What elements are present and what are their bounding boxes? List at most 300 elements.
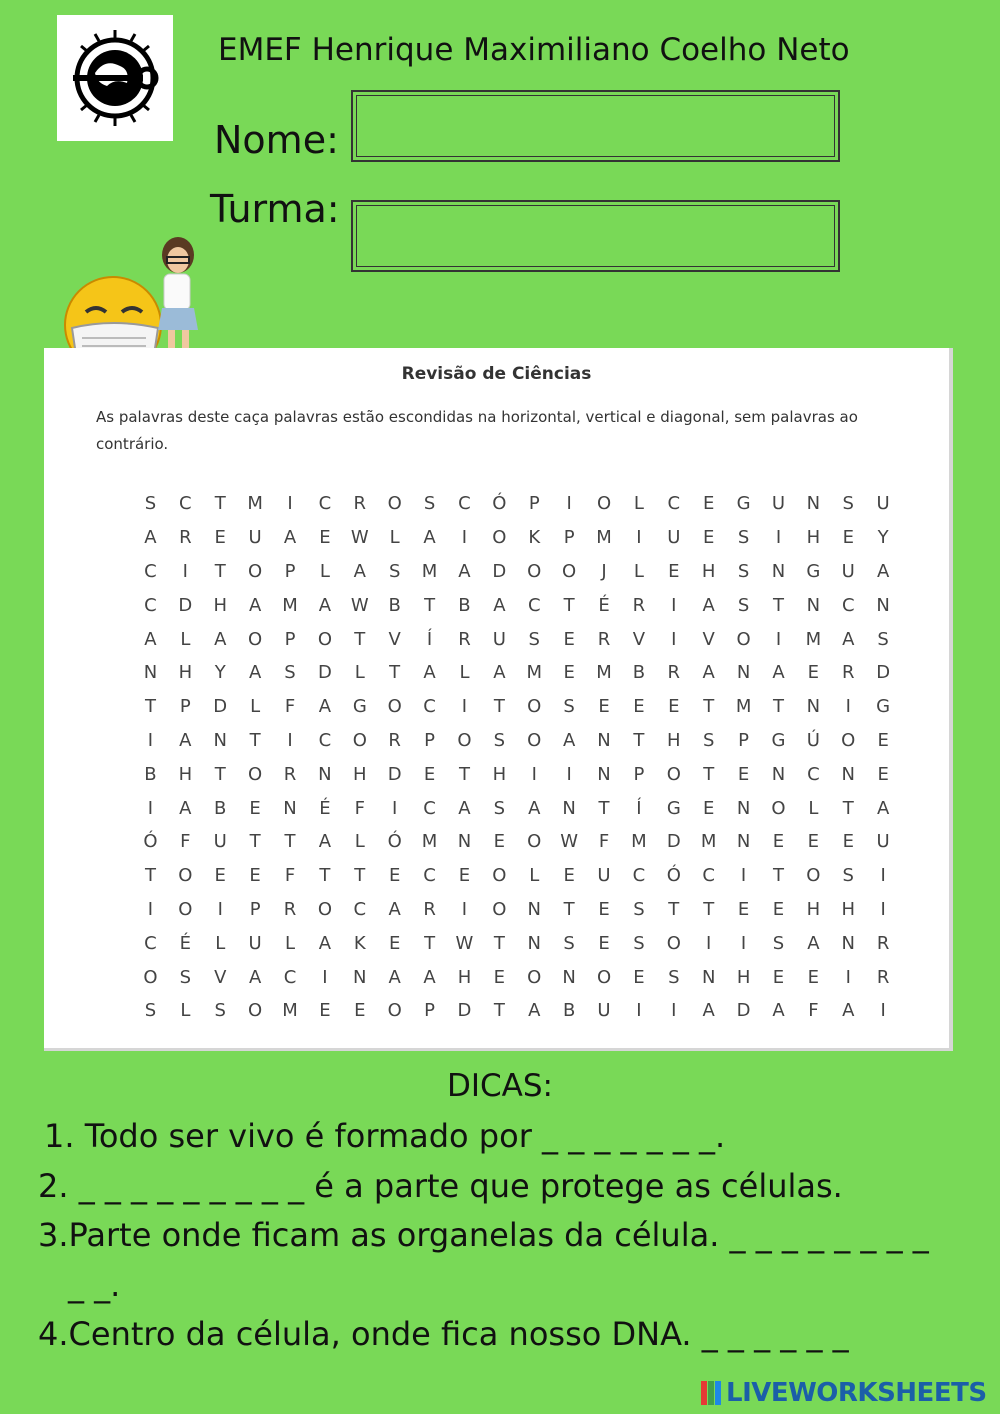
grid-letter[interactable]: S — [179, 966, 192, 988]
grid-letter[interactable]: E — [633, 966, 645, 988]
grid-letter[interactable]: E — [319, 527, 331, 549]
grid-letter[interactable]: T — [144, 865, 156, 887]
grid-letter[interactable]: T — [668, 898, 680, 920]
grid-letter[interactable]: O — [771, 797, 786, 819]
grid-letter[interactable]: A — [318, 932, 332, 954]
grid-letter[interactable]: T — [214, 560, 226, 582]
grid-letter[interactable]: C — [423, 865, 436, 887]
grid-letter[interactable]: R — [876, 932, 890, 954]
grid-letter[interactable]: M — [631, 831, 647, 853]
grid-letter[interactable]: O — [317, 628, 332, 650]
grid-letter[interactable]: N — [806, 493, 821, 515]
grid-letter[interactable]: A — [842, 1000, 855, 1022]
letter-grid[interactable] — [133, 487, 901, 1028]
grid-letter[interactable]: G — [771, 729, 786, 751]
grid-letter[interactable]: A — [248, 966, 262, 988]
grid-letter[interactable]: O — [492, 898, 507, 920]
grid-letter[interactable]: O — [248, 1000, 263, 1022]
grid-letter[interactable]: L — [389, 527, 400, 549]
grid-letter[interactable]: S — [633, 932, 645, 954]
grid-letter[interactable]: B — [144, 763, 157, 785]
grid-letter[interactable]: T — [319, 865, 331, 887]
grid-letter[interactable]: C — [667, 493, 681, 515]
grid-letter[interactable]: O — [457, 729, 472, 751]
grid-letter[interactable]: A — [144, 527, 157, 549]
grid-letter[interactable]: E — [703, 797, 715, 819]
grid-letter[interactable]: S — [423, 493, 436, 515]
grid-letter[interactable]: N — [143, 662, 158, 684]
grid-letter[interactable]: E — [842, 527, 854, 549]
grid-letter[interactable]: E — [807, 662, 820, 684]
grid-letter[interactable]: T — [703, 763, 715, 785]
grid-letter[interactable]: A — [772, 1000, 785, 1022]
grid-letter[interactable]: A — [493, 662, 506, 684]
grid-letter[interactable]: H — [178, 763, 193, 785]
grid-letter[interactable]: L — [319, 560, 330, 582]
grid-letter[interactable]: L — [354, 662, 365, 684]
grid-letter[interactable]: S — [842, 865, 854, 887]
grid-letter[interactable]: H — [457, 966, 472, 988]
grid-letter[interactable]: P — [284, 560, 296, 582]
grid-letter[interactable]: A — [876, 797, 890, 819]
grid-letter[interactable]: R — [283, 898, 297, 920]
grid-letter[interactable]: A — [388, 966, 401, 988]
grid-letter[interactable]: R — [458, 628, 471, 650]
grid-letter[interactable]: B — [388, 594, 401, 616]
grid-letter[interactable]: A — [876, 560, 890, 582]
grid-letter[interactable]: E — [563, 628, 575, 650]
grid-letter[interactable]: L — [180, 628, 191, 650]
grid-letter[interactable]: A — [458, 797, 471, 819]
grid-letter[interactable]: S — [772, 932, 785, 954]
grid-letter[interactable]: T — [249, 729, 261, 751]
grid-letter[interactable]: M — [282, 594, 298, 616]
grid-letter[interactable]: M — [421, 560, 438, 582]
grid-letter[interactable]: E — [668, 696, 680, 718]
grid-letter[interactable]: S — [668, 966, 680, 988]
grid-letter[interactable]: A — [528, 1000, 541, 1022]
grid-letter[interactable]: D — [666, 831, 681, 853]
grid-letter[interactable]: N — [806, 696, 821, 718]
grid-letter[interactable]: F — [284, 865, 296, 887]
grid-letter[interactable]: N — [597, 763, 611, 785]
grid-letter[interactable]: K — [528, 527, 541, 549]
grid-letter[interactable]: H — [353, 763, 367, 785]
grid-letter[interactable]: A — [528, 797, 541, 819]
grid-letter[interactable]: N — [806, 594, 821, 616]
grid-letter[interactable]: W — [455, 932, 474, 954]
grid-letter[interactable]: Ó — [143, 831, 158, 853]
grid-letter[interactable]: A — [458, 560, 471, 582]
grid-letter[interactable]: F — [598, 831, 610, 853]
grid-letter[interactable]: O — [562, 560, 577, 582]
grid-letter[interactable]: A — [493, 594, 506, 616]
grid-letter[interactable]: P — [424, 1000, 435, 1022]
grid-letter[interactable]: T — [842, 797, 854, 819]
grid-letter[interactable]: O — [596, 493, 612, 515]
grid-letter[interactable]: E — [214, 865, 226, 887]
grid-letter[interactable]: A — [179, 797, 192, 819]
grid-letter[interactable]: V — [702, 628, 715, 650]
grid-letter[interactable]: N — [353, 966, 367, 988]
grid-letter[interactable]: C — [353, 898, 367, 920]
grid-letter[interactable]: T — [772, 696, 784, 718]
grid-letter[interactable]: N — [876, 594, 890, 616]
grid-letter[interactable]: W — [350, 527, 369, 549]
grid-letter[interactable]: A — [388, 898, 401, 920]
grid-letter[interactable]: E — [703, 493, 715, 515]
grid-letter[interactable]: E — [807, 831, 820, 853]
grid-letter[interactable]: T — [214, 493, 226, 515]
grid-letter[interactable]: I — [147, 898, 154, 920]
grid-letter[interactable]: N — [736, 662, 751, 684]
grid-letter[interactable]: M — [700, 831, 717, 853]
grid-letter[interactable]: T — [249, 831, 261, 853]
grid-letter[interactable]: E — [598, 932, 610, 954]
grid-letter[interactable]: F — [284, 696, 296, 718]
grid-letter[interactable]: Ó — [666, 865, 681, 887]
grid-letter[interactable]: C — [423, 696, 436, 718]
grid-letter[interactable]: O — [143, 966, 158, 988]
grid-letter[interactable]: T — [563, 898, 575, 920]
grid-letter[interactable]: L — [180, 1000, 191, 1022]
grid-letter[interactable]: V — [214, 966, 227, 988]
grid-letter[interactable]: I — [880, 898, 886, 920]
grid-letter[interactable]: E — [737, 763, 750, 785]
grid-letter[interactable]: N — [457, 831, 472, 853]
grid-letter[interactable]: I — [740, 932, 747, 954]
grid-letter[interactable]: F — [808, 1000, 819, 1022]
grid-letter[interactable]: A — [283, 527, 297, 549]
grid-letter[interactable]: O — [178, 898, 193, 920]
grid-letter[interactable]: P — [284, 628, 296, 650]
grid-letter[interactable]: O — [492, 527, 507, 549]
grid-letter[interactable]: L — [808, 797, 819, 819]
grid-letter[interactable]: O — [841, 729, 856, 751]
grid-letter[interactable]: L — [284, 932, 296, 954]
grid-letter[interactable]: M — [596, 662, 612, 684]
grid-letter[interactable]: N — [318, 763, 332, 785]
grid-letter[interactable]: N — [213, 729, 227, 751]
grid-letter[interactable]: I — [147, 729, 154, 751]
grid-letter[interactable]: A — [214, 628, 227, 650]
grid-letter[interactable]: R — [632, 594, 646, 616]
grid-letter[interactable]: A — [772, 662, 785, 684]
grid-letter[interactable]: C — [702, 865, 715, 887]
grid-letter[interactable]: W — [350, 594, 369, 616]
grid-letter[interactable]: Y — [214, 662, 226, 684]
grid-letter[interactable]: S — [877, 628, 889, 650]
grid-letter[interactable]: A — [702, 1000, 715, 1022]
grid-letter[interactable]: E — [493, 831, 506, 853]
grid-letter[interactable]: R — [876, 966, 890, 988]
grid-letter[interactable]: D — [457, 1000, 472, 1022]
grid-letter[interactable]: M — [596, 527, 612, 549]
grid-letter[interactable]: N — [841, 763, 855, 785]
grid-letter[interactable]: P — [563, 527, 575, 549]
grid-letter[interactable]: H — [213, 594, 227, 616]
grid-letter[interactable]: S — [563, 932, 575, 954]
grid-letter[interactable]: T — [424, 594, 436, 616]
grid-letter[interactable]: N — [283, 797, 297, 819]
grid-letter[interactable]: E — [598, 696, 610, 718]
grid-letter[interactable]: S — [737, 594, 750, 616]
grid-letter[interactable]: S — [144, 493, 157, 515]
grid-letter[interactable]: É — [179, 932, 192, 954]
grid-letter[interactable]: O — [248, 763, 263, 785]
grid-letter[interactable]: E — [354, 1000, 366, 1022]
turma-input[interactable] — [351, 200, 840, 272]
grid-letter[interactable]: E — [388, 865, 401, 887]
grid-letter[interactable]: N — [736, 831, 751, 853]
grid-letter[interactable]: O — [666, 763, 681, 785]
grid-letter[interactable]: U — [492, 628, 506, 650]
grid-letter[interactable]: H — [806, 898, 821, 920]
grid-letter[interactable]: C — [318, 729, 332, 751]
grid-letter[interactable]: S — [702, 729, 715, 751]
grid-letter[interactable]: O — [248, 560, 263, 582]
grid-letter[interactable]: L — [633, 560, 644, 582]
grid-letter[interactable]: T — [563, 594, 575, 616]
grid-letter[interactable]: T — [493, 696, 505, 718]
grid-letter[interactable]: T — [389, 662, 401, 684]
grid-letter[interactable]: O — [527, 831, 542, 853]
grid-letter[interactable]: L — [215, 932, 226, 954]
grid-letter[interactable]: I — [461, 898, 468, 920]
grid-letter[interactable]: M — [735, 696, 752, 718]
grid-letter[interactable]: T — [772, 594, 784, 616]
grid-letter[interactable]: H — [736, 966, 751, 988]
grid-letter[interactable]: N — [736, 797, 751, 819]
grid-letter[interactable]: M — [805, 628, 822, 650]
grid-letter[interactable]: E — [703, 527, 715, 549]
grid-letter[interactable]: C — [318, 493, 332, 515]
grid-letter[interactable]: S — [737, 527, 750, 549]
grid-letter[interactable]: I — [636, 527, 642, 549]
grid-letter[interactable]: N — [562, 797, 576, 819]
grid-letter[interactable]: I — [531, 763, 537, 785]
grid-letter[interactable]: E — [737, 898, 750, 920]
grid-letter[interactable]: T — [458, 763, 470, 785]
grid-letter[interactable]: A — [702, 594, 715, 616]
grid-letter[interactable]: I — [636, 1000, 642, 1022]
grid-letter[interactable]: S — [563, 696, 575, 718]
grid-letter[interactable]: R — [353, 493, 367, 515]
grid-letter[interactable]: N — [771, 763, 786, 785]
grid-letter[interactable]: E — [319, 1000, 331, 1022]
grid-letter[interactable]: D — [492, 560, 507, 582]
grid-letter[interactable]: É — [598, 594, 610, 616]
grid-letter[interactable]: B — [214, 797, 227, 819]
grid-letter[interactable]: Í — [636, 797, 642, 819]
grid-letter[interactable]: V — [632, 628, 646, 650]
grid-letter[interactable]: O — [492, 865, 507, 887]
grid-letter[interactable]: S — [493, 729, 506, 751]
grid-letter[interactable]: A — [353, 560, 366, 582]
grid-letter[interactable]: P — [424, 729, 435, 751]
grid-letter[interactable]: D — [178, 594, 193, 616]
grid-letter[interactable]: O — [527, 560, 542, 582]
grid-letter[interactable]: H — [667, 729, 681, 751]
grid-letter[interactable]: É — [319, 797, 331, 819]
grid-letter[interactable]: O — [666, 932, 681, 954]
grid-letter[interactable]: B — [562, 1000, 576, 1022]
grid-letter[interactable]: E — [668, 560, 680, 582]
grid-letter[interactable]: I — [706, 932, 712, 954]
grid-letter[interactable]: P — [179, 696, 191, 718]
grid-letter[interactable]: E — [249, 797, 261, 819]
grid-letter[interactable]: L — [354, 831, 365, 853]
grid-letter[interactable]: U — [667, 527, 681, 549]
grid-letter[interactable]: D — [317, 662, 332, 684]
grid-letter[interactable]: T — [354, 628, 366, 650]
grid-letter[interactable]: A — [318, 594, 332, 616]
grid-letter[interactable]: E — [772, 898, 785, 920]
grid-letter[interactable]: I — [775, 628, 782, 650]
grid-letter[interactable]: S — [388, 560, 401, 582]
grid-letter[interactable]: E — [493, 966, 506, 988]
grid-letter[interactable]: Ú — [806, 729, 820, 751]
grid-letter[interactable]: P — [528, 493, 540, 515]
grid-letter[interactable]: M — [247, 493, 263, 515]
grid-letter[interactable]: L — [459, 662, 470, 684]
grid-letter[interactable]: A — [842, 628, 855, 650]
grid-letter[interactable]: I — [671, 628, 677, 650]
grid-letter[interactable]: N — [701, 966, 716, 988]
grid-letter[interactable]: I — [880, 1000, 886, 1022]
grid-letter[interactable]: E — [563, 865, 575, 887]
grid-letter[interactable]: H — [492, 763, 507, 785]
grid-letter[interactable]: I — [566, 493, 572, 515]
grid-letter[interactable]: L — [529, 865, 540, 887]
grid-letter[interactable]: N — [841, 932, 855, 954]
grid-letter[interactable]: I — [566, 763, 572, 785]
grid-letter[interactable]: E — [423, 763, 436, 785]
grid-letter[interactable]: A — [318, 831, 332, 853]
grid-letter[interactable]: D — [213, 696, 228, 718]
grid-letter[interactable]: T — [144, 696, 156, 718]
grid-letter[interactable]: O — [248, 628, 263, 650]
grid-letter[interactable]: I — [775, 527, 782, 549]
grid-letter[interactable]: I — [671, 1000, 677, 1022]
grid-letter[interactable]: E — [563, 662, 575, 684]
grid-letter[interactable]: U — [597, 865, 611, 887]
grid-letter[interactable]: O — [387, 493, 402, 515]
grid-letter[interactable]: I — [845, 696, 851, 718]
grid-letter[interactable]: P — [249, 898, 261, 920]
grid-letter[interactable]: I — [461, 527, 468, 549]
grid-letter[interactable]: D — [876, 662, 891, 684]
grid-letter[interactable]: A — [144, 628, 157, 650]
grid-letter[interactable]: O — [527, 696, 542, 718]
grid-letter[interactable]: A — [702, 662, 715, 684]
grid-letter[interactable]: E — [842, 831, 854, 853]
grid-letter[interactable]: I — [845, 966, 851, 988]
grid-letter[interactable]: E — [807, 966, 820, 988]
grid-letter[interactable]: U — [771, 493, 786, 515]
grid-letter[interactable]: W — [560, 831, 579, 853]
grid-letter[interactable]: D — [387, 763, 402, 785]
grid-letter[interactable]: C — [458, 493, 471, 515]
grid-letter[interactable]: Ó — [492, 493, 507, 515]
grid-letter[interactable]: H — [841, 898, 856, 920]
grid-letter[interactable]: C — [423, 797, 436, 819]
grid-letter[interactable]: C — [144, 932, 157, 954]
grid-letter[interactable]: N — [597, 729, 611, 751]
grid-letter[interactable]: A — [318, 696, 332, 718]
grid-letter[interactable]: M — [526, 662, 542, 684]
grid-letter[interactable]: M — [282, 1000, 298, 1022]
grid-letter[interactable]: I — [287, 493, 293, 515]
grid-letter[interactable]: T — [703, 696, 715, 718]
grid-letter[interactable]: P — [738, 729, 750, 751]
grid-letter[interactable]: N — [771, 560, 786, 582]
grid-letter[interactable]: R — [283, 763, 297, 785]
grid-letter[interactable]: U — [876, 493, 890, 515]
grid-letter[interactable]: U — [248, 527, 262, 549]
grid-letter[interactable]: I — [880, 865, 886, 887]
grid-letter[interactable]: I — [287, 729, 293, 751]
grid-letter[interactable]: R — [388, 729, 401, 751]
grid-letter[interactable]: T — [633, 729, 645, 751]
grid-letter[interactable]: R — [667, 662, 681, 684]
grid-letter[interactable]: S — [633, 898, 645, 920]
grid-letter[interactable]: G — [876, 696, 891, 718]
nome-input[interactable] — [351, 90, 840, 162]
grid-letter[interactable]: O — [736, 628, 751, 650]
grid-letter[interactable]: U — [876, 831, 890, 853]
grid-letter[interactable]: S — [214, 1000, 226, 1022]
grid-letter[interactable]: T — [214, 763, 226, 785]
grid-letter[interactable]: S — [144, 1000, 157, 1022]
grid-letter[interactable]: Ó — [387, 831, 402, 853]
grid-letter[interactable]: I — [147, 797, 154, 819]
grid-letter[interactable]: O — [317, 898, 332, 920]
grid-letter[interactable]: I — [182, 560, 188, 582]
grid-letter[interactable]: I — [322, 966, 328, 988]
grid-letter[interactable]: O — [596, 966, 612, 988]
grid-letter[interactable]: O — [178, 865, 193, 887]
grid-letter[interactable]: A — [179, 729, 192, 751]
grid-letter[interactable]: C — [841, 594, 855, 616]
grid-letter[interactable]: C — [144, 594, 157, 616]
grid-letter[interactable]: O — [387, 1000, 402, 1022]
grid-letter[interactable]: R — [179, 527, 192, 549]
grid-letter[interactable]: R — [423, 898, 436, 920]
grid-letter[interactable]: C — [807, 763, 820, 785]
grid-letter[interactable]: U — [248, 932, 262, 954]
grid-letter[interactable]: R — [842, 662, 855, 684]
grid-letter[interactable]: T — [493, 932, 505, 954]
grid-letter[interactable]: B — [632, 662, 646, 684]
grid-letter[interactable]: G — [736, 493, 751, 515]
grid-letter[interactable]: A — [562, 729, 576, 751]
grid-letter[interactable]: D — [736, 1000, 751, 1022]
grid-letter[interactable]: F — [354, 797, 365, 819]
grid-letter[interactable]: Í — [426, 628, 433, 650]
grid-letter[interactable]: T — [354, 865, 366, 887]
grid-letter[interactable]: I — [217, 898, 223, 920]
grid-letter[interactable]: A — [807, 932, 820, 954]
grid-letter[interactable]: S — [737, 560, 750, 582]
grid-letter[interactable]: G — [806, 560, 821, 582]
grid-letter[interactable]: U — [213, 831, 227, 853]
grid-letter[interactable]: T — [703, 898, 715, 920]
grid-letter[interactable]: E — [877, 729, 889, 751]
grid-letter[interactable]: N — [527, 932, 541, 954]
grid-letter[interactable]: E — [388, 932, 401, 954]
grid-letter[interactable]: H — [178, 662, 193, 684]
